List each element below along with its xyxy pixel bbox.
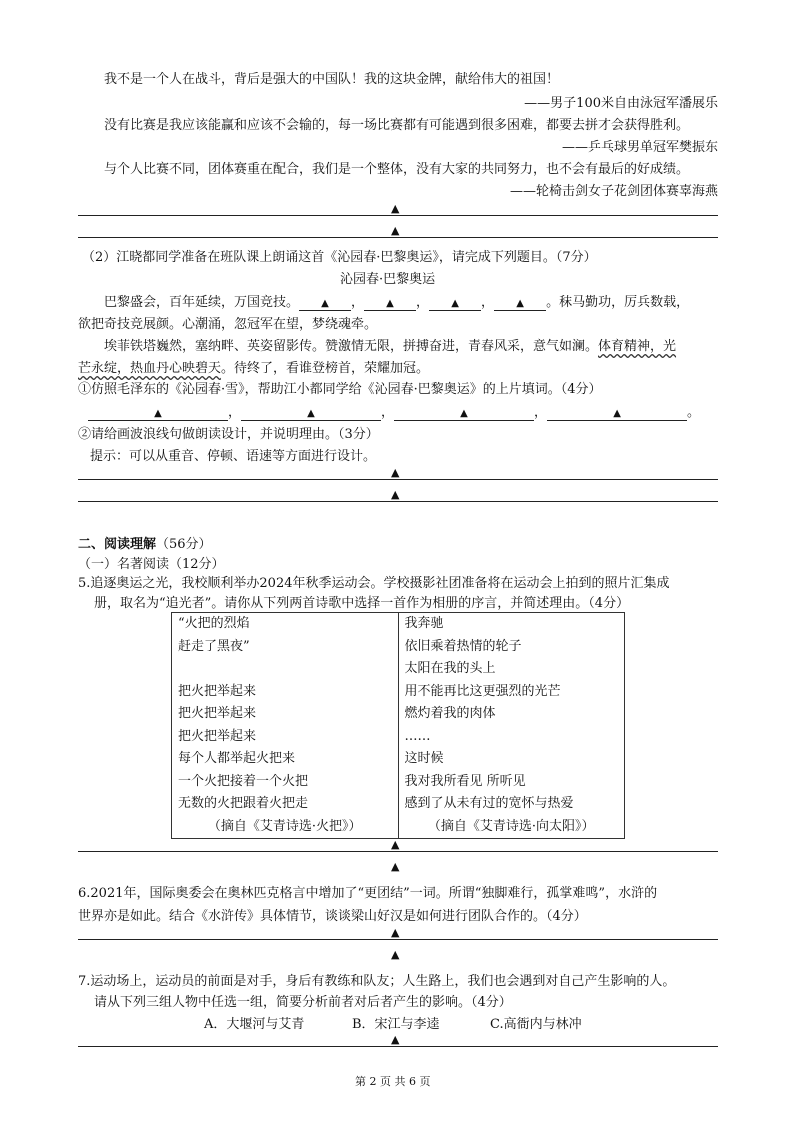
q2-sub2: ②请给画波浪线句做朗读设计，并说明理由。（3分） xyxy=(78,427,379,442)
poem-title: 沁园春·巴黎奥运 xyxy=(340,272,436,287)
poem-line-1-start: 巴黎盛会，百年延续，万国竞技。 xyxy=(104,295,300,310)
fill-blank[interactable]: ▲ xyxy=(88,408,228,421)
answer-line xyxy=(78,215,718,216)
quote-2-text: 没有比赛是我应该能赢和应该不会输的，每一场比赛都有可能遇到很多困难，都要去拼才会获得胜利。 xyxy=(104,118,690,133)
poem-table xyxy=(171,612,625,839)
q7-option-c: C.高衙内与林冲 xyxy=(490,1017,582,1032)
poem-line-1: 巴黎盛会，百年延续，万国竞技。 ▲ ， ▲ ， ▲ ， ▲ 。秣马勤功，厉兵数载， xyxy=(104,295,690,310)
fill-blank[interactable]: ▲ xyxy=(364,298,416,311)
poem-line-1-end: 。秣马勤功，厉兵数载， xyxy=(546,295,690,310)
answer-mark: ▲ xyxy=(391,488,400,501)
q5-line-2: 册，取名为“追光者”。请你从下列两首诗歌中选择一首作为相册的序言，并简述理由。（4分） xyxy=(94,596,630,611)
poem-left-line: 把火把举起来 xyxy=(178,683,257,699)
q7-option-b: B．宋江与李逵 xyxy=(352,1017,440,1032)
poem-right-source: （摘自《艾青诗选·向太阳》） xyxy=(427,818,595,834)
answer-line xyxy=(78,1046,718,1047)
answer-mark: ▲ xyxy=(391,1033,400,1046)
q6-line-2: 世界亦是如此。结合《水浒传》具体情节，谈谈梁山好汉是如何进行团队合作的。（4分） xyxy=(78,909,587,924)
fill-blank[interactable]: ▲ xyxy=(547,408,687,421)
poem-line-4: 芒永绽，热血丹心映碧天。待终了，看谁登榜首，荣耀加冠。 xyxy=(78,361,430,376)
quote-1-text: 我不是一个人在战斗，背后是强大的中国队！我的这块金牌，献给伟大的祖国！ xyxy=(104,72,560,87)
poem-left-line: “火把的烈焰 xyxy=(178,616,250,631)
poem-right-line: 燃灼着我的肉体 xyxy=(404,706,496,721)
poem-left-line xyxy=(178,658,398,681)
fill-blank[interactable]: ▲ xyxy=(494,298,546,311)
poem-left-source: （摘自《艾青诗选·火把》） xyxy=(207,818,362,834)
quote-3-text: 与个人比赛不同，团体赛重在配合，我们是一个整体，没有大家的共同努力，也不会有最后的好成绩。 xyxy=(104,162,690,177)
poem-left-line: 每个人都举起火把来 xyxy=(178,751,296,766)
section-title: 二、阅读理解（56分） xyxy=(78,537,212,552)
fill-blank[interactable]: ▲ xyxy=(394,408,534,421)
wavy-line-sentence: 芒永绽，热血丹心映碧天 xyxy=(78,361,222,376)
fill-blank[interactable]: ▲ xyxy=(241,408,381,421)
poem-right-line: 这时候 xyxy=(404,751,444,766)
sub1-blanks: ▲ ， ▲ ， ▲ ， ▲ 。 xyxy=(88,401,700,421)
quote-2-author: ——乒乓球男单冠军樊振东 xyxy=(561,140,718,155)
section-subtitle: （一）名著阅读（12分） xyxy=(78,557,225,572)
fill-blank[interactable]: ▲ xyxy=(299,298,351,311)
answer-line xyxy=(78,851,718,852)
q7-line-1: 7.运动场上，运动员的前面是对手，身后有教练和队友；人生路上，我们也会遇到对自己产生影响的人。 xyxy=(78,974,676,989)
answer-mark: ▲ xyxy=(391,926,400,939)
poem-right-line: …… xyxy=(404,728,431,744)
answer-line xyxy=(78,237,718,238)
poem-left-column xyxy=(172,613,399,839)
answer-line xyxy=(78,501,718,502)
answer-mark: ▲ xyxy=(391,838,400,851)
poem-right-line: 太阳在我的头上 xyxy=(404,661,496,676)
answer-mark: ▲ xyxy=(391,466,400,479)
poem-right-column xyxy=(398,613,625,839)
q2-hint: 提示：可以从重音、停顿、语速等方面进行设计。 xyxy=(90,449,377,464)
poem-right-line: 用不能再比这更强烈的光芒 xyxy=(404,683,561,699)
answer-mark: ▲ xyxy=(391,948,400,961)
wavy-line-sentence: 体育精神，光 xyxy=(598,339,677,354)
q2-sub1: ①仿照毛泽东的《沁园春·雪》，帮助江小都同学给《沁园春·巴黎奥运》的上片填词。（4分） xyxy=(78,382,602,397)
q2-header: （2）江晓都同学准备在班队课上朗诵这首《沁园春·巴黎奥运》，请完成下列题目。（7分） xyxy=(82,250,597,265)
poem-left-line: 把火把举起来 xyxy=(178,728,257,744)
page-footer: 第 2 页 共 6 页 xyxy=(355,1075,431,1088)
answer-mark: ▲ xyxy=(391,860,400,873)
q7-line-2: 请从下列三组人物中任选一组，简要分析前者对后者产生的影响。（4分） xyxy=(94,995,512,1010)
answer-mark: ▲ xyxy=(391,202,400,215)
quote-1-author: ——男子100米自由泳冠军潘展乐 xyxy=(524,96,718,111)
poem-right-line: 依旧乘着热情的轮子 xyxy=(404,638,522,654)
poem-right-line: 我对我所看见 所听见 xyxy=(404,773,526,789)
answer-line xyxy=(78,939,718,940)
poem-line-2: 欲把奇技竞展颜。心潮涌，忽冠军在望，梦绕魂牵。 xyxy=(78,317,378,332)
q6-line-1: 6.2021年，国际奥委会在奥林匹克格言中增加了“更团结”一词。所谓“独脚难行，孤掌难鸣”，水浒的 xyxy=(78,886,658,901)
q7-option-a: A．大堰河与艾青 xyxy=(204,1017,305,1032)
fill-blank[interactable]: ▲ xyxy=(429,298,481,311)
poem-left-line: 一个火把接着一个火把 xyxy=(178,773,309,789)
quote-3-author: ——轮椅击剑女子花剑团体赛辜海燕 xyxy=(509,184,718,199)
poem-left-line: 把火把举起来 xyxy=(178,706,257,721)
poem-line-3: 埃菲铁塔巍然，塞纳畔、英姿留影传。赞激情无限，拼搏奋进，青春风采，意气如澜。体育精神，光 xyxy=(104,339,677,354)
poem-right-line: 我奔驰 xyxy=(404,616,444,631)
answer-line xyxy=(78,479,718,480)
q5-line-1: 5.追逐奥运之光，我校顺利举办2024年秋季运动会。学校摄影社团准备将在运动会上拍到的照片汇集成 xyxy=(78,576,670,591)
poem-left-line: 赶走了黑夜” xyxy=(178,638,250,654)
answer-mark: ▲ xyxy=(391,224,400,237)
poem-right-line: 感到了从未有过的宽怀与热爱 xyxy=(404,796,574,811)
poem-left-line: 无数的火把跟着火把走 xyxy=(178,796,309,811)
